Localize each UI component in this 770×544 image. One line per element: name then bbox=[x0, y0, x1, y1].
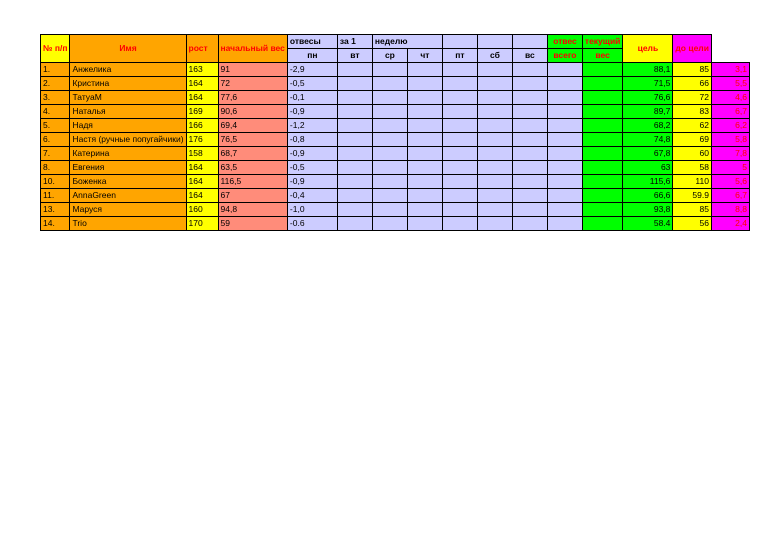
cell-num[interactable]: 6. bbox=[41, 133, 70, 147]
table-row[interactable] bbox=[41, 63, 750, 77]
cell-day-5[interactable] bbox=[477, 133, 512, 147]
header-spacer-3 bbox=[512, 35, 547, 49]
cell-day-5[interactable] bbox=[477, 189, 512, 203]
cell-weekly-drop[interactable]: -0,9 bbox=[287, 105, 337, 119]
cell-goal[interactable]: 72 bbox=[673, 91, 712, 105]
cell-day-5[interactable] bbox=[477, 63, 512, 77]
cell-total-drop[interactable] bbox=[582, 63, 623, 77]
header-day-wed: ср bbox=[372, 49, 407, 63]
table-row[interactable] bbox=[41, 189, 750, 203]
cell-day-5[interactable] bbox=[477, 203, 512, 217]
cell-goal[interactable]: 60 bbox=[673, 147, 712, 161]
cell-day-2[interactable] bbox=[372, 105, 407, 119]
cell-total-drop[interactable] bbox=[582, 91, 623, 105]
cell-height[interactable]: 160 bbox=[186, 203, 218, 217]
cell-goal[interactable]: 69 bbox=[673, 133, 712, 147]
cell-start-weight[interactable]: 90,6 bbox=[218, 105, 287, 119]
cell-day-2[interactable] bbox=[372, 161, 407, 175]
cell-num[interactable]: 2. bbox=[41, 77, 70, 91]
cell-num[interactable]: 11. bbox=[41, 189, 70, 203]
cell-to-goal[interactable]: 6,7 bbox=[711, 105, 749, 119]
cell-day-6[interactable] bbox=[512, 105, 547, 119]
cell-day-7[interactable] bbox=[547, 119, 582, 133]
cell-day-1[interactable] bbox=[337, 189, 372, 203]
cell-day-2[interactable] bbox=[372, 189, 407, 203]
cell-day-1[interactable] bbox=[337, 63, 372, 77]
cell-day-7[interactable] bbox=[547, 217, 582, 231]
cell-start-weight[interactable]: 77,6 bbox=[218, 91, 287, 105]
cell-total-drop[interactable] bbox=[582, 77, 623, 91]
cell-height[interactable]: 176 bbox=[186, 133, 218, 147]
cell-day-4[interactable] bbox=[442, 77, 477, 91]
cell-total-drop[interactable] bbox=[582, 161, 623, 175]
header-spacer-2 bbox=[477, 35, 512, 49]
cell-name[interactable]: Маруся bbox=[70, 203, 186, 217]
cell-goal[interactable]: 83 bbox=[673, 105, 712, 119]
cell-day-3[interactable] bbox=[407, 91, 442, 105]
cell-weekly-drop[interactable]: -1,0 bbox=[287, 203, 337, 217]
cell-total-drop[interactable] bbox=[582, 203, 623, 217]
cell-day-3[interactable] bbox=[407, 217, 442, 231]
cell-start-weight[interactable]: 116,5 bbox=[218, 175, 287, 189]
cell-num[interactable]: 5. bbox=[41, 119, 70, 133]
cell-day-1[interactable] bbox=[337, 217, 372, 231]
cell-day-7[interactable] bbox=[547, 147, 582, 161]
cell-day-5[interactable] bbox=[477, 175, 512, 189]
table-row[interactable] bbox=[41, 161, 750, 175]
cell-day-7[interactable] bbox=[547, 105, 582, 119]
cell-day-2[interactable] bbox=[372, 133, 407, 147]
cell-total-drop[interactable] bbox=[582, 147, 623, 161]
header-start-weight: начальный вес bbox=[218, 35, 287, 63]
cell-goal[interactable]: 58 bbox=[673, 161, 712, 175]
cell-weekly-drop[interactable]: -0,9 bbox=[287, 147, 337, 161]
cell-day-2[interactable] bbox=[372, 217, 407, 231]
cell-weekly-drop[interactable]: -0,5 bbox=[287, 161, 337, 175]
cell-day-6[interactable] bbox=[512, 161, 547, 175]
cell-day-6[interactable] bbox=[512, 147, 547, 161]
cell-to-goal[interactable]: 8,8 bbox=[711, 203, 749, 217]
cell-weekly-drop[interactable]: -0,9 bbox=[287, 175, 337, 189]
cell-day-7[interactable] bbox=[547, 175, 582, 189]
cell-day-4[interactable] bbox=[442, 175, 477, 189]
cell-day-6[interactable] bbox=[512, 217, 547, 231]
cell-day-5[interactable] bbox=[477, 105, 512, 119]
cell-to-goal[interactable]: 5,8 bbox=[711, 133, 749, 147]
header-per: за 1 bbox=[337, 35, 372, 49]
cell-name[interactable]: AnnaGreen bbox=[70, 189, 186, 203]
cell-current-weight[interactable]: 74,8 bbox=[623, 133, 673, 147]
cell-day-2[interactable] bbox=[372, 175, 407, 189]
cell-total-drop[interactable] bbox=[582, 119, 623, 133]
cell-name[interactable]: Trio bbox=[70, 217, 186, 231]
cell-goal[interactable]: 62 bbox=[673, 119, 712, 133]
cell-start-weight[interactable]: 91 bbox=[218, 63, 287, 77]
table-header-row-1 bbox=[41, 35, 750, 49]
cell-current-weight[interactable]: 63 bbox=[623, 161, 673, 175]
cell-height[interactable]: 170 bbox=[186, 217, 218, 231]
cell-height[interactable]: 163 bbox=[186, 63, 218, 77]
cell-day-1[interactable] bbox=[337, 77, 372, 91]
header-day-thu: чт bbox=[407, 49, 442, 63]
weight-tracking-table bbox=[40, 34, 750, 231]
cell-day-2[interactable] bbox=[372, 77, 407, 91]
cell-height[interactable]: 158 bbox=[186, 147, 218, 161]
cell-day-1[interactable] bbox=[337, 91, 372, 105]
cell-num[interactable]: 3. bbox=[41, 91, 70, 105]
cell-name[interactable]: Анжелика bbox=[70, 63, 186, 77]
cell-start-weight[interactable]: 67 bbox=[218, 189, 287, 203]
cell-day-5[interactable] bbox=[477, 217, 512, 231]
table-row[interactable] bbox=[41, 119, 750, 133]
cell-day-1[interactable] bbox=[337, 133, 372, 147]
cell-to-goal[interactable]: 5,5 bbox=[711, 77, 749, 91]
cell-num[interactable]: 13. bbox=[41, 203, 70, 217]
cell-start-weight[interactable]: 72 bbox=[218, 77, 287, 91]
cell-day-7[interactable] bbox=[547, 77, 582, 91]
header-day-fri: пт bbox=[442, 49, 477, 63]
cell-goal[interactable]: 56 bbox=[673, 217, 712, 231]
header-day-sat: сб bbox=[477, 49, 512, 63]
cell-day-4[interactable] bbox=[442, 203, 477, 217]
cell-day-5[interactable] bbox=[477, 119, 512, 133]
header-current-line2: вес bbox=[582, 49, 623, 63]
cell-day-6[interactable] bbox=[512, 133, 547, 147]
cell-num[interactable]: 1. bbox=[41, 63, 70, 77]
cell-day-7[interactable] bbox=[547, 63, 582, 77]
cell-start-weight[interactable]: 59 bbox=[218, 217, 287, 231]
header-spacer-1 bbox=[442, 35, 477, 49]
cell-day-3[interactable] bbox=[407, 161, 442, 175]
table-row[interactable] bbox=[41, 77, 750, 91]
cell-num[interactable]: 14. bbox=[41, 217, 70, 231]
cell-day-3[interactable] bbox=[407, 77, 442, 91]
cell-day-2[interactable] bbox=[372, 203, 407, 217]
cell-weekly-drop[interactable]: -0,8 bbox=[287, 133, 337, 147]
cell-current-weight[interactable]: 76,6 bbox=[623, 91, 673, 105]
cell-day-1[interactable] bbox=[337, 161, 372, 175]
table-row[interactable] bbox=[41, 133, 750, 147]
cell-day-4[interactable] bbox=[442, 105, 477, 119]
cell-day-4[interactable] bbox=[442, 217, 477, 231]
cell-name[interactable]: Евгения bbox=[70, 161, 186, 175]
cell-total-drop[interactable] bbox=[582, 105, 623, 119]
table-row[interactable] bbox=[41, 175, 750, 189]
header-current-line1: текущий bbox=[582, 35, 623, 49]
cell-weekly-drop[interactable]: -0.6 bbox=[287, 217, 337, 231]
cell-to-goal[interactable]: 5 bbox=[711, 161, 749, 175]
cell-day-3[interactable] bbox=[407, 119, 442, 133]
cell-day-3[interactable] bbox=[407, 63, 442, 77]
cell-day-2[interactable] bbox=[372, 147, 407, 161]
cell-height[interactable]: 164 bbox=[186, 91, 218, 105]
cell-day-6[interactable] bbox=[512, 77, 547, 91]
cell-to-goal[interactable]: 7,8 bbox=[711, 147, 749, 161]
cell-name[interactable]: Боженка bbox=[70, 175, 186, 189]
cell-day-3[interactable] bbox=[407, 105, 442, 119]
cell-goal[interactable]: 59.9 bbox=[673, 189, 712, 203]
cell-height[interactable]: 164 bbox=[186, 77, 218, 91]
cell-day-4[interactable] bbox=[442, 133, 477, 147]
cell-day-7[interactable] bbox=[547, 91, 582, 105]
cell-current-weight[interactable]: 68,2 bbox=[623, 119, 673, 133]
cell-day-2[interactable] bbox=[372, 119, 407, 133]
cell-day-5[interactable] bbox=[477, 91, 512, 105]
cell-total-drop[interactable] bbox=[582, 189, 623, 203]
cell-weekly-drop[interactable]: -0,4 bbox=[287, 189, 337, 203]
table-row[interactable] bbox=[41, 105, 750, 119]
header-total-drop-line1: отвес bbox=[547, 35, 582, 49]
cell-name[interactable]: Кристина bbox=[70, 77, 186, 91]
cell-day-2[interactable] bbox=[372, 91, 407, 105]
cell-name[interactable]: Катерина bbox=[70, 147, 186, 161]
header-drops: отвесы bbox=[287, 35, 337, 49]
cell-height[interactable]: 169 bbox=[186, 105, 218, 119]
cell-weekly-drop[interactable]: -1,2 bbox=[287, 119, 337, 133]
table-row[interactable] bbox=[41, 203, 750, 217]
cell-day-1[interactable] bbox=[337, 203, 372, 217]
cell-to-goal[interactable]: 6,2 bbox=[711, 119, 749, 133]
cell-day-5[interactable] bbox=[477, 147, 512, 161]
cell-start-weight[interactable]: 68,7 bbox=[218, 147, 287, 161]
cell-to-goal[interactable]: 5,6 bbox=[711, 175, 749, 189]
header-day-mon: пн bbox=[287, 49, 337, 63]
table-row[interactable] bbox=[41, 217, 750, 231]
cell-day-6[interactable] bbox=[512, 63, 547, 77]
header-goal: цель bbox=[623, 35, 673, 63]
cell-current-weight[interactable]: 67,8 bbox=[623, 147, 673, 161]
cell-height[interactable]: 166 bbox=[186, 119, 218, 133]
header-week: неделю bbox=[372, 35, 442, 49]
cell-day-7[interactable] bbox=[547, 161, 582, 175]
cell-day-3[interactable] bbox=[407, 175, 442, 189]
cell-day-1[interactable] bbox=[337, 119, 372, 133]
cell-day-6[interactable] bbox=[512, 175, 547, 189]
cell-current-weight[interactable]: 115,6 bbox=[623, 175, 673, 189]
cell-day-4[interactable] bbox=[442, 161, 477, 175]
cell-to-goal[interactable]: 2,4 bbox=[711, 217, 749, 231]
header-day-tue: вт bbox=[337, 49, 372, 63]
cell-name[interactable]: Надя bbox=[70, 119, 186, 133]
header-name: Имя bbox=[70, 35, 186, 63]
cell-num[interactable]: 8. bbox=[41, 161, 70, 175]
cell-to-goal[interactable]: 6,7 bbox=[711, 189, 749, 203]
cell-current-weight[interactable]: 66,6 bbox=[623, 189, 673, 203]
cell-total-drop[interactable] bbox=[582, 133, 623, 147]
cell-weekly-drop[interactable]: -0,1 bbox=[287, 91, 337, 105]
header-total-drop-line2: всего bbox=[547, 49, 582, 63]
cell-day-3[interactable] bbox=[407, 147, 442, 161]
cell-day-4[interactable] bbox=[442, 147, 477, 161]
cell-day-3[interactable] bbox=[407, 133, 442, 147]
cell-day-7[interactable] bbox=[547, 203, 582, 217]
cell-day-6[interactable] bbox=[512, 203, 547, 217]
cell-day-6[interactable] bbox=[512, 189, 547, 203]
cell-name[interactable]: ТатуаМ bbox=[70, 91, 186, 105]
header-to-goal: до цели bbox=[673, 35, 712, 63]
cell-height[interactable]: 164 bbox=[186, 175, 218, 189]
cell-day-1[interactable] bbox=[337, 105, 372, 119]
cell-day-4[interactable] bbox=[442, 91, 477, 105]
cell-goal[interactable]: 110 bbox=[673, 175, 712, 189]
cell-day-1[interactable] bbox=[337, 147, 372, 161]
spreadsheet-area bbox=[40, 34, 750, 231]
header-num: № п/п bbox=[41, 35, 70, 63]
cell-weekly-drop[interactable]: -2,9 bbox=[287, 63, 337, 77]
cell-start-weight[interactable]: 94,8 bbox=[218, 203, 287, 217]
cell-to-goal[interactable]: 3,1 bbox=[711, 63, 749, 77]
table-row[interactable] bbox=[41, 91, 750, 105]
cell-num[interactable]: 10. bbox=[41, 175, 70, 189]
cell-day-5[interactable] bbox=[477, 161, 512, 175]
cell-current-weight[interactable]: 93,8 bbox=[623, 203, 673, 217]
cell-day-6[interactable] bbox=[512, 119, 547, 133]
cell-to-goal[interactable]: 4,6 bbox=[711, 91, 749, 105]
cell-current-weight[interactable]: 58.4 bbox=[623, 217, 673, 231]
cell-total-drop[interactable] bbox=[582, 175, 623, 189]
cell-name[interactable]: Наталья bbox=[70, 105, 186, 119]
cell-day-1[interactable] bbox=[337, 175, 372, 189]
cell-day-4[interactable] bbox=[442, 119, 477, 133]
cell-current-weight[interactable]: 88,1 bbox=[623, 63, 673, 77]
cell-name[interactable]: Настя (ручные попугайчики) bbox=[70, 133, 186, 147]
cell-num[interactable]: 7. bbox=[41, 147, 70, 161]
cell-goal[interactable]: 66 bbox=[673, 77, 712, 91]
cell-day-2[interactable] bbox=[372, 63, 407, 77]
cell-day-3[interactable] bbox=[407, 203, 442, 217]
cell-height[interactable]: 164 bbox=[186, 161, 218, 175]
cell-num[interactable]: 4. bbox=[41, 105, 70, 119]
cell-start-weight[interactable]: 63,5 bbox=[218, 161, 287, 175]
cell-weekly-drop[interactable]: -0,5 bbox=[287, 77, 337, 91]
cell-current-weight[interactable]: 71,5 bbox=[623, 77, 673, 91]
cell-start-weight[interactable]: 76,5 bbox=[218, 133, 287, 147]
cell-height[interactable]: 164 bbox=[186, 189, 218, 203]
cell-day-7[interactable] bbox=[547, 133, 582, 147]
cell-start-weight[interactable]: 69,4 bbox=[218, 119, 287, 133]
cell-day-4[interactable] bbox=[442, 189, 477, 203]
cell-day-5[interactable] bbox=[477, 77, 512, 91]
cell-day-3[interactable] bbox=[407, 189, 442, 203]
cell-goal[interactable]: 85 bbox=[673, 203, 712, 217]
cell-day-7[interactable] bbox=[547, 189, 582, 203]
header-height: рост bbox=[186, 35, 218, 63]
cell-day-6[interactable] bbox=[512, 91, 547, 105]
cell-day-4[interactable] bbox=[442, 63, 477, 77]
cell-total-drop[interactable] bbox=[582, 217, 623, 231]
cell-goal[interactable]: 85 bbox=[673, 63, 712, 77]
header-day-sun: вс bbox=[512, 49, 547, 63]
cell-current-weight[interactable]: 89,7 bbox=[623, 105, 673, 119]
table-row[interactable] bbox=[41, 147, 750, 161]
